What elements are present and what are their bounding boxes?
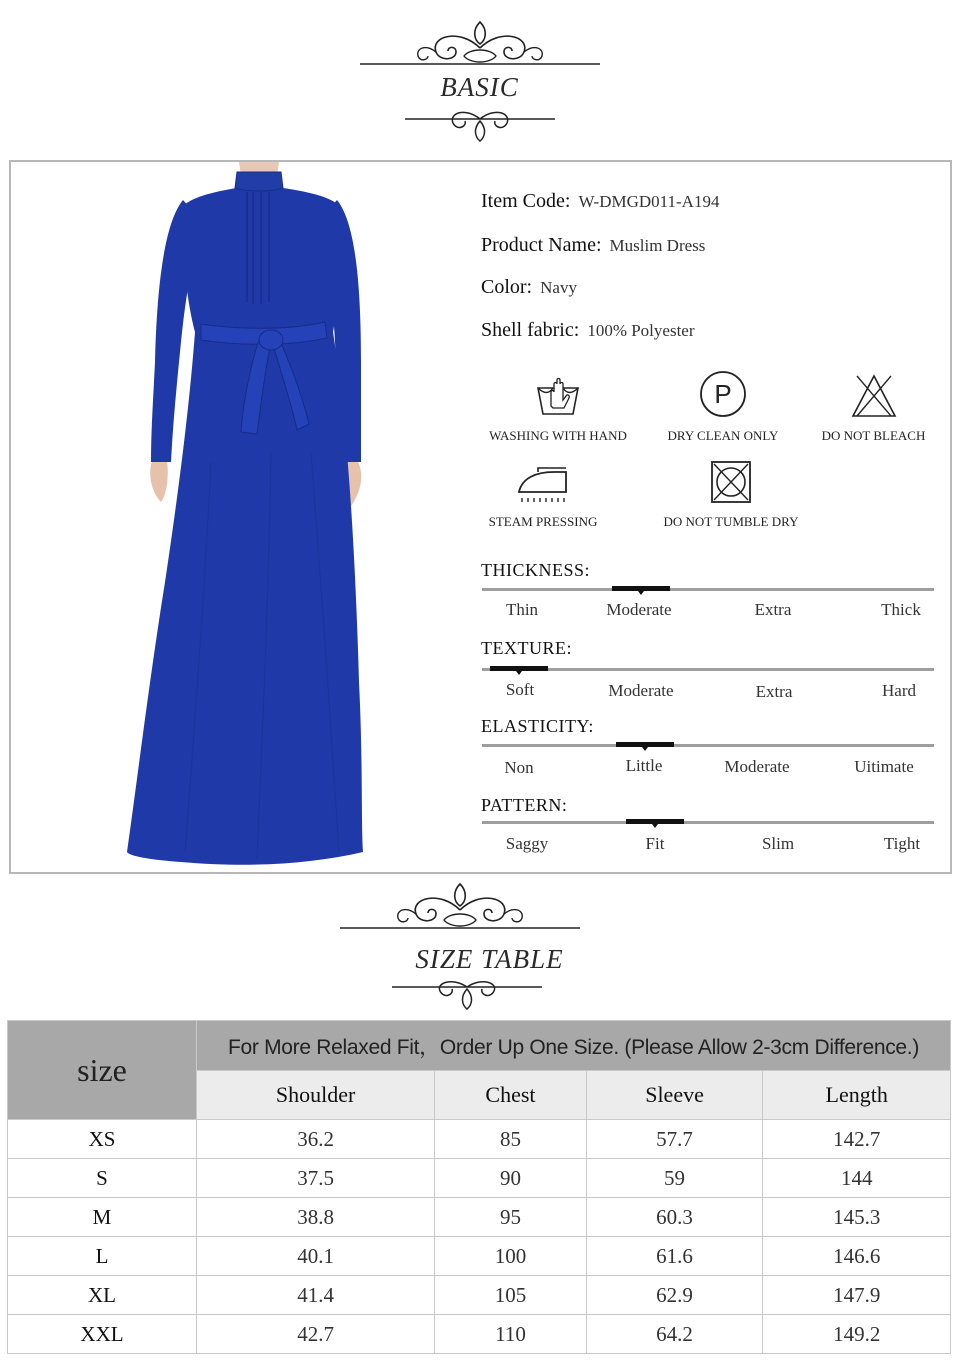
scale-option: Soft (505, 680, 535, 699)
dress-image (111, 162, 411, 872)
table-row (8, 1159, 951, 1198)
value-cell: 37.5 (197, 1159, 435, 1198)
care-label: WASHING WITH HAND (489, 428, 627, 443)
value-cell: 110 (435, 1315, 586, 1354)
care-label: DRY CLEAN ONLY (667, 428, 779, 443)
value-cell: 90 (435, 1159, 586, 1198)
spec-label: Color: (481, 276, 533, 298)
value-cell: 85 (435, 1120, 586, 1159)
scale-option: Moderate (608, 681, 674, 700)
table-row (8, 1198, 951, 1237)
ornament-bottom-icon (392, 977, 542, 1013)
scale-option: Uitimate (854, 757, 914, 776)
column-header-sleeve: Sleeve (586, 1071, 763, 1120)
scale-option: Little (625, 756, 663, 775)
size-table-title: SIZE TABLE (415, 944, 564, 974)
pattern-title: PATTERN: (481, 795, 568, 815)
dry-clean-icon (699, 370, 747, 418)
care-label: DO NOT TUMBLE DRY (663, 514, 799, 529)
table-row (8, 1276, 951, 1315)
scale-option: Hard (882, 681, 916, 700)
thickness-selected-marker (612, 586, 670, 591)
scale-option: Moderate (606, 600, 672, 619)
table-row (8, 1120, 951, 1159)
value-cell: 149.2 (763, 1315, 951, 1354)
spec-value: 100% Polyester (587, 321, 695, 340)
size-cell: XS (8, 1120, 197, 1159)
size-table (7, 1020, 951, 1354)
value-cell: 40.1 (197, 1237, 435, 1276)
care-dry-clean (653, 370, 793, 444)
value-cell: 36.2 (197, 1120, 435, 1159)
product-name-row (481, 234, 705, 257)
basic-section-header (0, 18, 959, 143)
value-cell: 60.3 (586, 1198, 763, 1237)
basic-title: BASIC (440, 72, 519, 102)
elasticity-selected-marker (616, 742, 674, 747)
column-header-chest: Chest (435, 1071, 586, 1120)
elasticity-scale (482, 744, 934, 747)
shell-fabric-row (481, 319, 695, 342)
size-table-section-header (0, 880, 959, 1013)
fit-note: For More Relaxed Fit，Order Up One Size. (Please Allow 2-3cm Difference.) (197, 1021, 951, 1071)
size-cell: XXL (8, 1315, 197, 1354)
hand-wash-icon (535, 374, 581, 418)
spec-label: Shell fabric: (481, 319, 580, 341)
scale-option: Non (504, 758, 534, 777)
scale-option: Fit (645, 834, 665, 853)
scale-option: Extra (754, 600, 792, 619)
pattern-selected-marker (626, 819, 684, 824)
value-cell: 145.3 (763, 1198, 951, 1237)
value-cell: 105 (435, 1276, 586, 1315)
value-cell: 64.2 (586, 1315, 763, 1354)
value-cell: 100 (435, 1237, 586, 1276)
column-header-shoulder: Shoulder (197, 1071, 435, 1120)
scale-option: Saggy (505, 834, 549, 853)
spec-value: W-DMGD011-A194 (578, 192, 720, 211)
value-cell: 59 (586, 1159, 763, 1198)
spec-label: Item Code: (481, 190, 571, 212)
svg-text:P: P (714, 379, 732, 409)
texture-title: TEXTURE: (481, 638, 572, 658)
size-cell: M (8, 1198, 197, 1237)
care-hand-wash (483, 374, 633, 444)
column-header-length: Length (763, 1071, 951, 1120)
ornament-top-icon (360, 18, 600, 70)
size-column-header: size (8, 1021, 197, 1120)
value-cell: 62.9 (586, 1276, 763, 1315)
steam-iron-icon (516, 464, 570, 504)
care-no-tumble (656, 460, 806, 530)
no-tumble-dry-icon (710, 460, 752, 504)
value-cell: 57.7 (586, 1120, 763, 1159)
size-cell: XL (8, 1276, 197, 1315)
size-cell: L (8, 1237, 197, 1276)
value-cell: 142.7 (763, 1120, 951, 1159)
value-cell: 41.4 (197, 1276, 435, 1315)
spec-value: Muslim Dress (609, 236, 706, 255)
value-cell: 61.6 (586, 1237, 763, 1276)
pattern-scale (482, 821, 934, 824)
care-label: STEAM PRESSING (488, 514, 598, 529)
spec-value: Navy (540, 278, 577, 297)
scale-option: Extra (755, 682, 793, 701)
scale-option: Thick (881, 600, 921, 619)
scale-option: Thin (505, 600, 539, 619)
item-code-row (481, 190, 719, 213)
scale-option: Tight (883, 834, 921, 853)
value-cell: 42.7 (197, 1315, 435, 1354)
value-cell: 146.6 (763, 1237, 951, 1276)
ornament-top-icon (340, 880, 580, 938)
care-steam-press (483, 464, 603, 530)
value-cell: 147.9 (763, 1276, 951, 1315)
spec-label: Product Name: (481, 234, 602, 256)
product-info-panel (9, 160, 952, 874)
no-bleach-icon (851, 374, 897, 418)
thickness-scale (482, 588, 934, 591)
thickness-title: THICKNESS: (481, 560, 591, 580)
table-row (8, 1315, 951, 1354)
care-label: DO NOT BLEACH (821, 428, 926, 443)
value-cell: 38.8 (197, 1198, 435, 1237)
texture-scale (482, 668, 934, 671)
value-cell: 144 (763, 1159, 951, 1198)
care-no-bleach (811, 374, 936, 444)
color-row (481, 276, 577, 299)
scale-option: Moderate (724, 757, 790, 776)
elasticity-title: ELASTICITY: (481, 716, 594, 736)
table-row (8, 1237, 951, 1276)
texture-selected-marker (490, 666, 548, 671)
size-cell: S (8, 1159, 197, 1198)
ornament-bottom-icon (405, 107, 555, 143)
scale-option: Slim (761, 834, 795, 853)
value-cell: 95 (435, 1198, 586, 1237)
